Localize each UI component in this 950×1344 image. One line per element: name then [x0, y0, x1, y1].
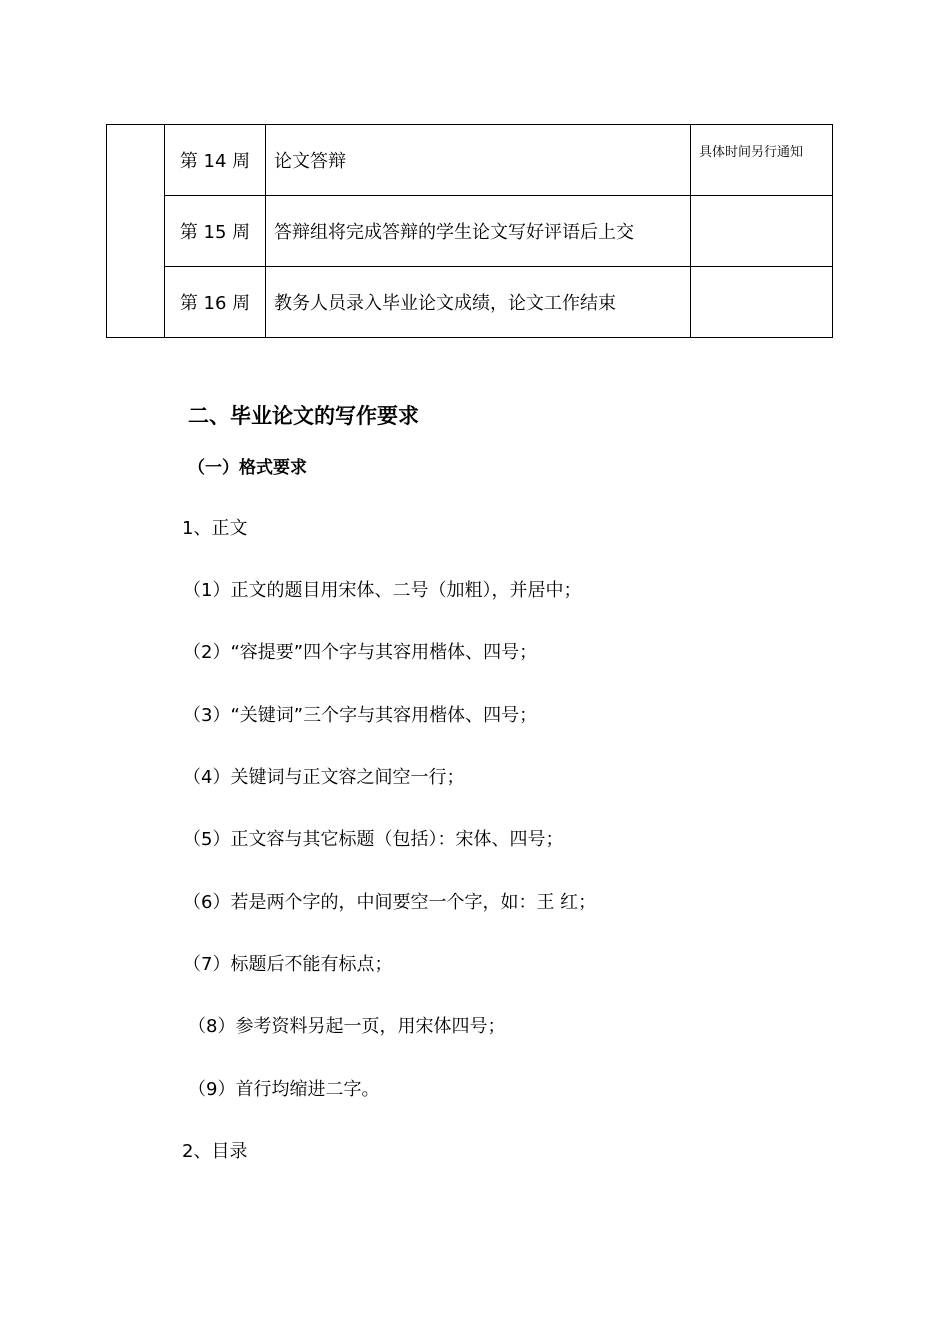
table-row: [107, 125, 833, 196]
format-rule: （1）正文的题目用宋体、二号（加粗），并居中；: [183, 580, 582, 601]
item-heading: 1、正文: [182, 518, 248, 539]
format-rule: （4）关键词与正文容之间空一行；: [183, 767, 465, 788]
week-cell: 第 15 周: [165, 196, 266, 267]
note-cell: [691, 125, 833, 196]
format-rule: （5）正文容与其它标题（包括）：宋体、四号；: [183, 829, 564, 850]
section-heading: 二、毕业论文的写作要求: [188, 404, 419, 428]
schedule-table: [106, 124, 833, 338]
format-rule: （2）“容提要”四个字与其容用楷体、四号；: [183, 642, 538, 663]
note-text: 具体时间另行通知: [699, 145, 804, 160]
format-rule: （9）首行均缩进二字。: [188, 1079, 380, 1100]
format-rule: （8）参考资料另起一页，用宋体四号；: [188, 1016, 506, 1037]
format-rule: （6）若是两个字的，中间要空一个字，如：王 红；: [183, 892, 597, 913]
task-cell: 教务人员录入毕业论文成绩，论文工作结束: [266, 267, 691, 338]
note-text: [691, 196, 832, 212]
format-rule: （3）“关键词”三个字与其容用楷体、四号；: [183, 705, 538, 726]
note-cell: [691, 196, 833, 267]
subsection-heading: （一）格式要求: [188, 458, 307, 478]
note-cell: [691, 267, 833, 338]
week-cell: 第 14 周: [165, 125, 266, 196]
item-heading: 2、目录: [182, 1141, 248, 1162]
table-row: [107, 196, 833, 267]
format-rule: （7）标题后不能有标点；: [183, 954, 393, 975]
note-text: [691, 267, 832, 283]
task-cell: 答辩组将完成答辩的学生论文写好评语后上交: [266, 196, 691, 267]
task-cell: 论文答辩: [266, 125, 691, 196]
merged-blank-cell: [107, 125, 165, 338]
table-row: [107, 267, 833, 338]
week-cell: 第 16 周: [165, 267, 266, 338]
